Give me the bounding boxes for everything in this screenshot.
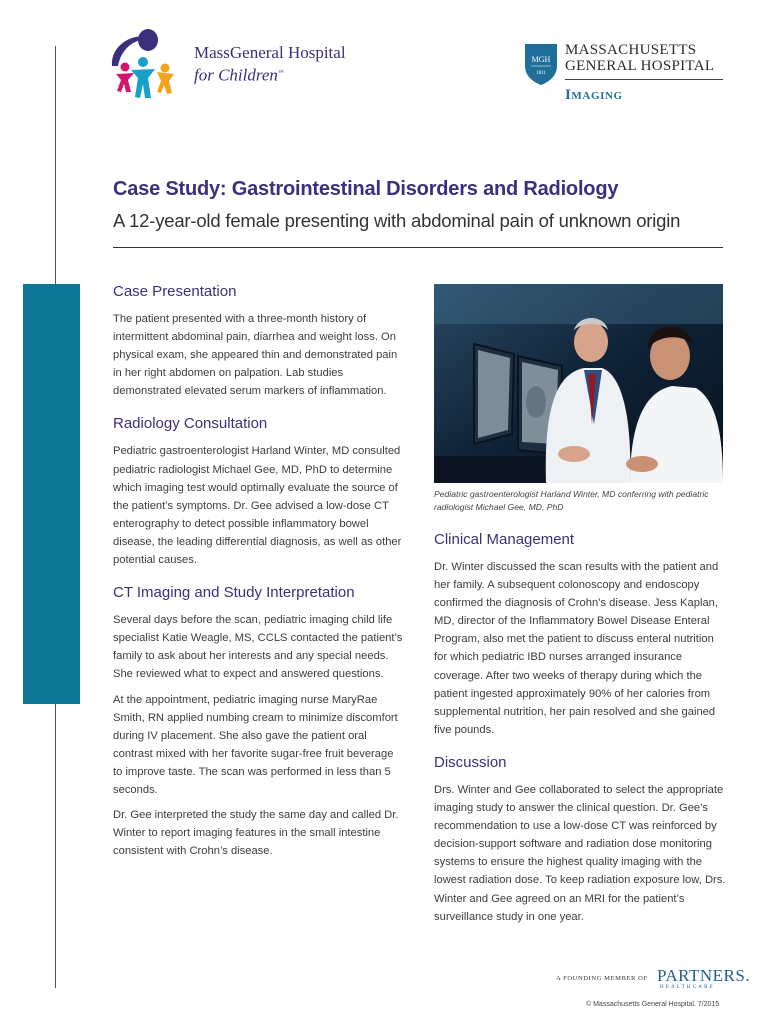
page-subtitle: A 12-year-old female presenting with abdominal pain of unknown origin <box>113 210 681 231</box>
partners-healthcare-logo <box>556 966 751 996</box>
section-ct-imaging <box>113 583 403 860</box>
photo-caption: Pediatric gastroenterologist Harland Winter, MD conferring with pediatric radiologist Michael Gee, MD, PhD <box>434 489 709 512</box>
doctors-at-monitors-image <box>434 284 723 483</box>
section-heading: Radiology Consultation <box>113 415 268 433</box>
massgeneral-children-logo <box>104 26 384 106</box>
shield-text: MGH <box>531 55 551 64</box>
section-paragraph: Several days before the scan, pediatric imaging child life specialist Katie Weagle, MS, CCLS contacted the patient’s family to ask about her interests and any special needs. She reviewed what to expect and answered questions. <box>113 614 403 681</box>
section-case-presentation <box>113 282 403 400</box>
shield-year: 1811 <box>536 71 546 76</box>
page-title: Case Study: Gastrointestinal Disorders and Radiology <box>113 178 619 200</box>
children-figures-icon <box>104 26 186 104</box>
doctors-photo <box>434 284 723 483</box>
copyright-notice: © Massachusetts General Hospital. 7/2015 <box>586 1001 720 1008</box>
title-divider <box>113 247 723 248</box>
trademark: ™ <box>277 70 284 76</box>
section-heading: Case Presentation <box>113 283 237 300</box>
partners-wordmark: PARTNERS. <box>657 966 751 985</box>
logo-rule <box>565 79 723 80</box>
section-paragraph: Dr. Winter discussed the scan results with the patient and her family. A subsequent colonoscopy and endoscopy confirmed the diagnosis of Crohn’s disease. Jess Kaplan, MD, director of the Inflammatory Bowel Disease Enteral Program, also met the patient to discuss enteral nutrition for which pediatric IBD nurses arranged insurance coverage. After two weeks of therapy during which the patient ingested approximately 90% of her calories from supplemental nutrition, her pain resolved and she gained five pounds. <box>434 561 719 736</box>
founding-member-text: A FOUNDING MEMBER OF <box>556 975 648 982</box>
hospital-line-1: MASSACHUSETTS <box>565 42 697 58</box>
teal-accent-bar <box>23 284 80 704</box>
section-paragraph: Dr. Gee interpreted the study the same day and called Dr. Winter to report imaging features in the small intestine consistent with Crohn’s disease. <box>113 809 399 858</box>
section-heading: CT Imaging and Study Interpretation <box>113 584 355 602</box>
mgh-imaging-logo <box>523 42 723 112</box>
healthcare-wordmark: HEALTHCARE <box>660 985 715 990</box>
section-heading: Clinical Management <box>434 531 575 548</box>
section-paragraph: Pediatric gastroenterologist Harland Winter, MD consulted pediatric radiologist Michael Gee, MD, PhD to determine which imaging test would optimally evaluate the source of the patient’s symptoms. Dr. Gee advised a low-dose CT enterography to detect possible inflammatory bowel disease, the leading differential diagnosis, as well as other potential causes. <box>113 445 402 567</box>
logo-line-2: for Children <box>194 65 278 85</box>
left-column <box>113 282 403 874</box>
section-heading: Discussion <box>434 753 507 771</box>
mgh-shield-icon <box>523 42 559 86</box>
imaging-label: Imaging <box>565 87 623 103</box>
right-column <box>434 530 726 940</box>
section-paragraph: The patient presented with a three-month history of intermittent abdominal pain, diarrhea and weight loss. On physical exam, she appeared thin and demonstrated pain in her right abdomen on palpation. Lab studies demonstrated elevated serum markers of inflammation. <box>113 313 398 398</box>
section-discussion <box>434 753 726 926</box>
hospital-line-2: GENERAL HOSPITAL <box>565 58 715 74</box>
section-paragraph: Drs. Winter and Gee collaborated to select the appropriate imaging study to answer the clinical question. Dr. Gee’s recommendation to use a low-dose CT was reinforced by decision-support software and radiation dose monitoring systems to ensure the highest quality imaging with the lowest radiation dose. To keep radiation exposure low, Drs. Winter and Gee agreed on an MRI for the patient’s surveillance study in one year. <box>434 783 726 923</box>
section-paragraph: At the appointment, pediatric imaging nurse MaryRae Smith, RN applied numbing cream to minimize discomfort during IV placement. She also gave the patient oral contrast mixed with her favorite sugar-free fruit beverage to improve taste. The scan was performed in less than 5 seconds. <box>113 693 398 796</box>
logo-line-1: MassGeneral Hospital <box>194 43 346 62</box>
section-radiology-consultation <box>113 414 403 569</box>
section-clinical-management <box>434 530 726 739</box>
